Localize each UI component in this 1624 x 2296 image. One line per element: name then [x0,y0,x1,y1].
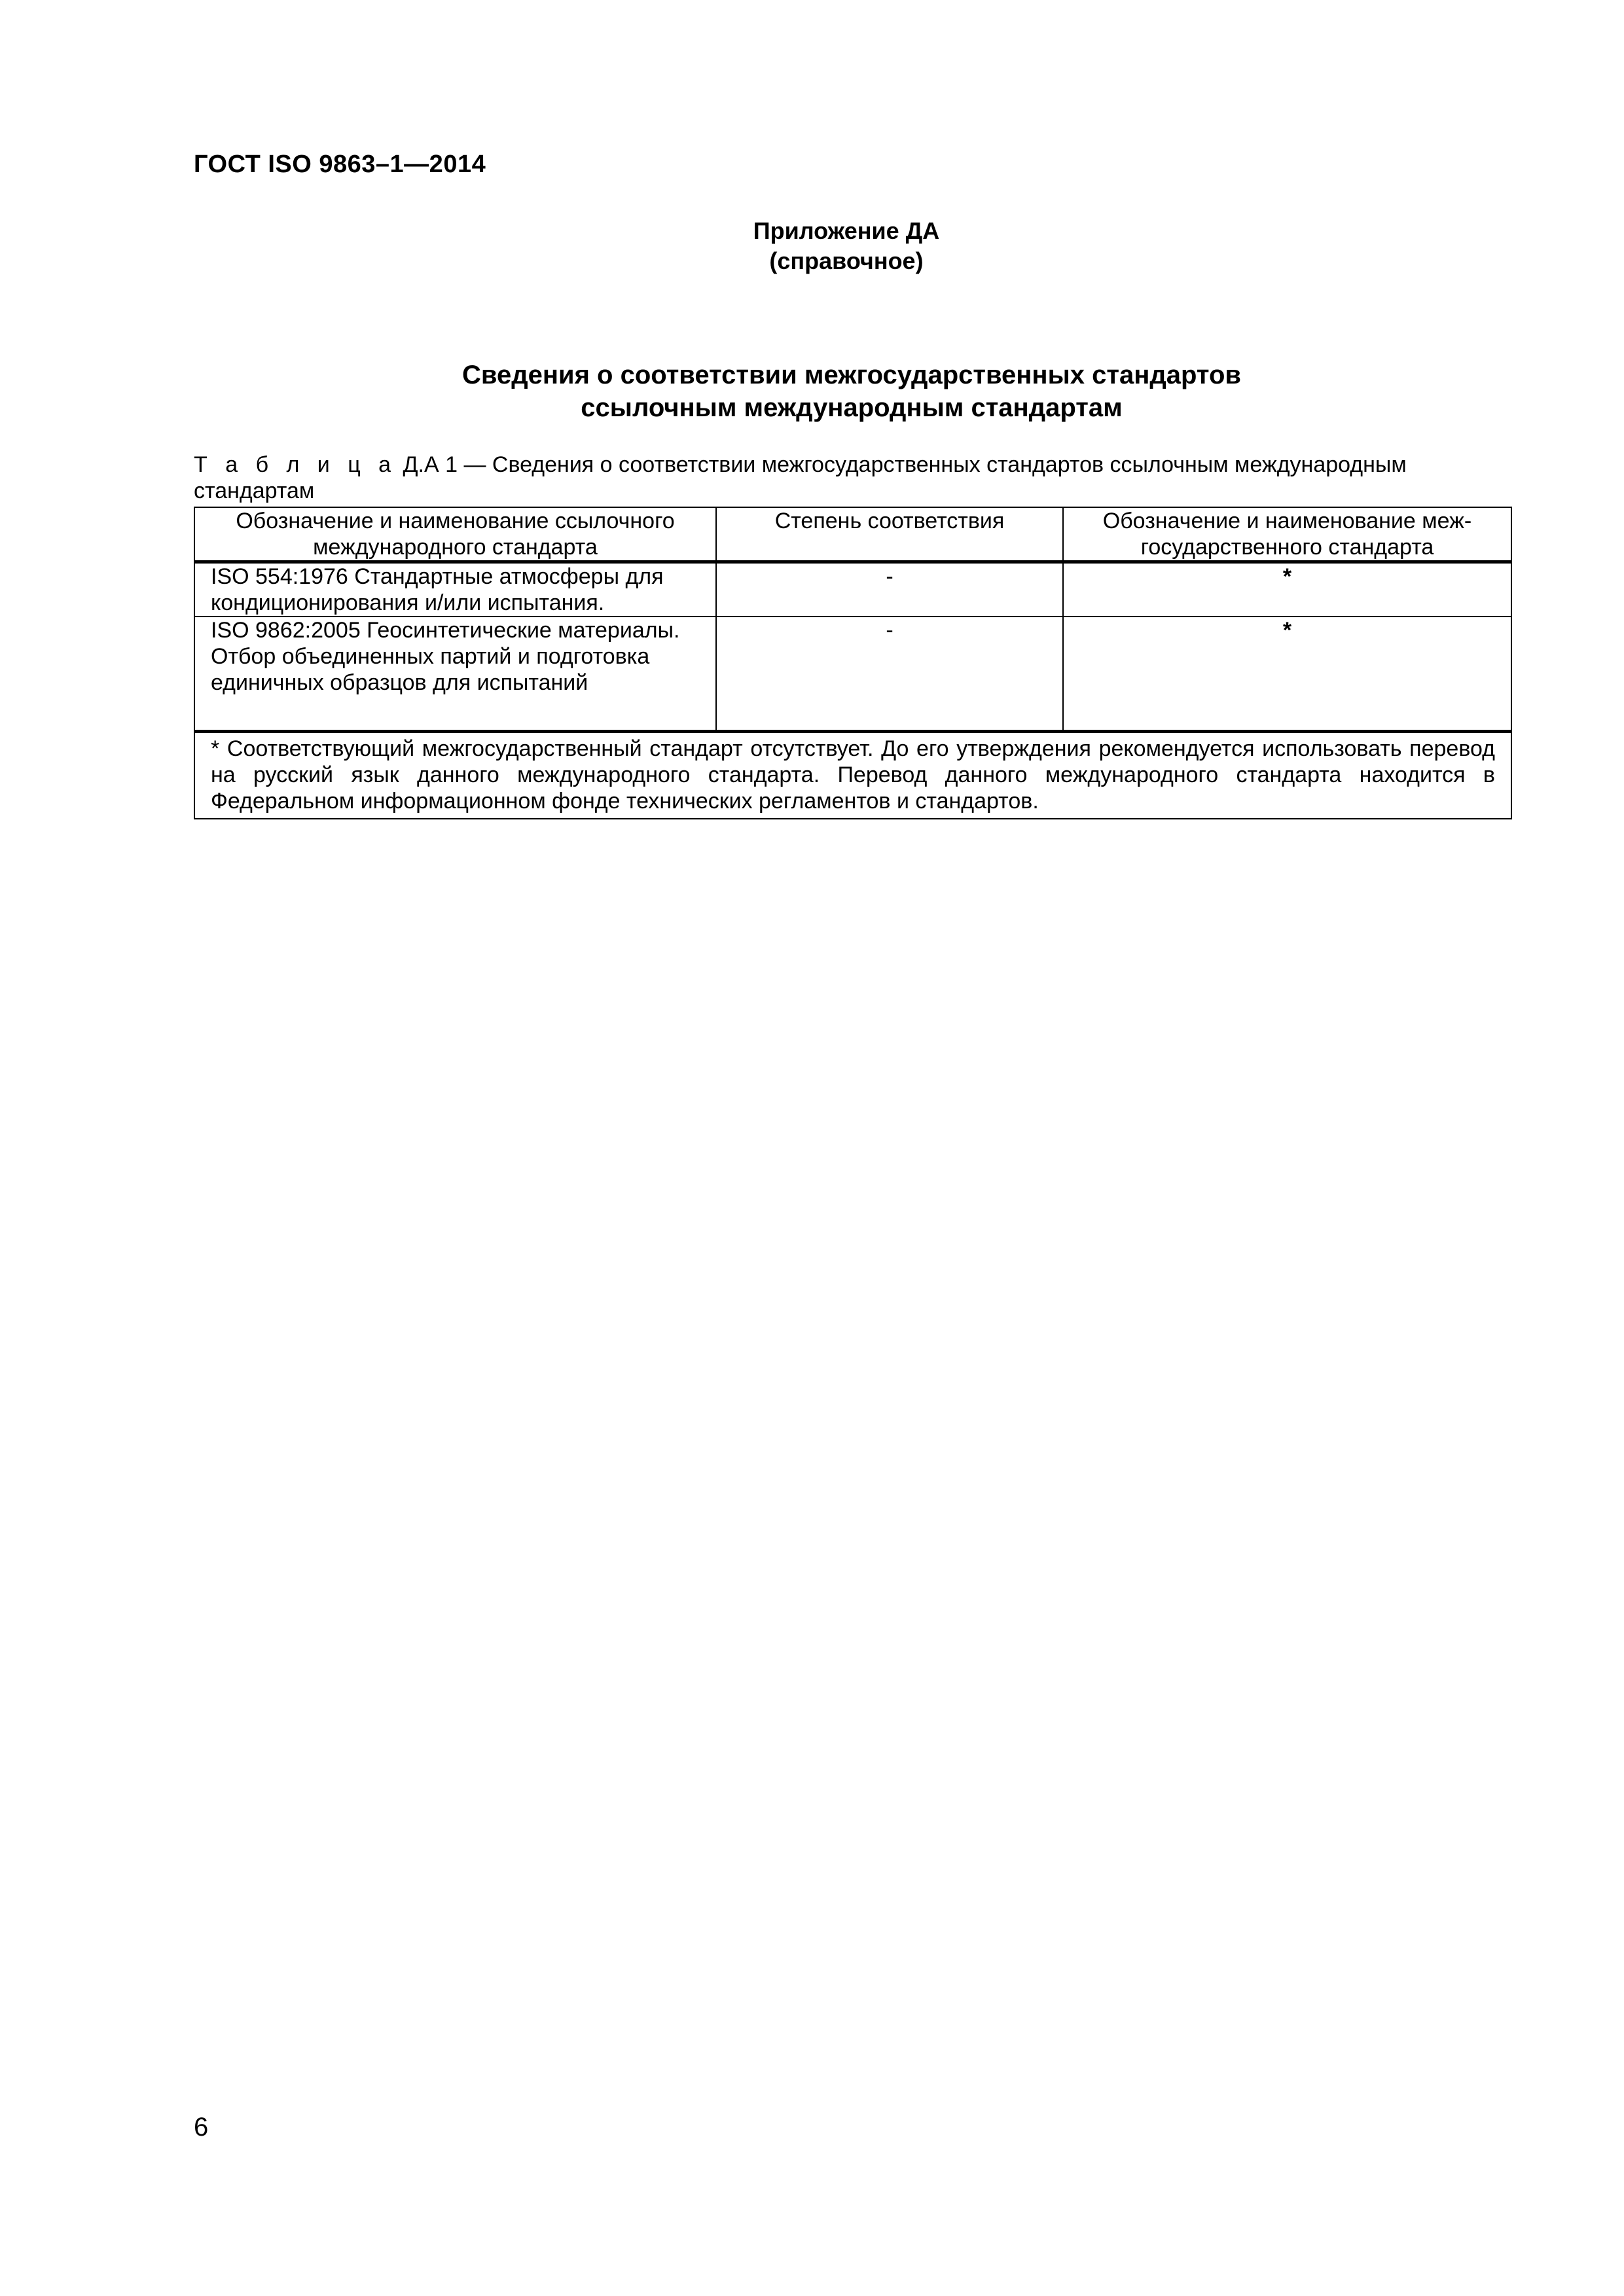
header-reference-standard: Обозначение и наименование ссылочного международного стандарта [194,507,716,562]
table-caption [194,452,1513,504]
interstate-standard-cell [1063,617,1511,732]
reference-standard-cell: ISO 554:1976 Стандартные атмосферы для кондиционирования и/или испытания. [194,562,716,617]
table-footnote: * Соответствующий межгосударственный стандарт отсутствует. До его утверждения рекомендуется использовать перевод на русский язык данного международного стандарта. Перевод данного международного стандарта находится в Федеральном информационном фонде технических регламентов и стандартов. [194,732,1511,819]
section-title [194,359,1509,424]
document-code: ГОСТ ISO 9863–1—2014 [194,151,486,178]
footnote-marker: * [1282,564,1292,589]
footnote-marker: * [1282,618,1292,643]
table-caption-prefix: Т а б л и ц а [194,452,397,477]
compliance-table [194,507,1512,819]
interstate-standard-cell [1063,562,1511,617]
degree-cell: - [716,562,1063,617]
appendix-heading [194,216,1499,276]
degree-cell: - [716,617,1063,732]
table-row [194,617,1511,732]
appendix-title: Приложение ДА [753,217,940,244]
header-degree-of-compliance: Степень соответствия [716,507,1063,562]
table-footnote-row [194,732,1511,819]
table-header-row [194,507,1511,562]
page-number: 6 [194,2113,209,2142]
section-title-line-1: Сведения о соответствии межгосударственных стандартов [462,361,1241,389]
section-title-line-2: ссылочным международным стандартам [581,393,1123,422]
table-row [194,562,1511,617]
appendix-subtitle: (справочное) [769,247,924,274]
reference-standard-cell: ISO 9862:2005 Геосинтетические материалы. Отбор объединенных партий и подготовка единичных образцов для испытаний [194,617,716,732]
header-interstate-standard: Обозначение и наименование меж-государственного стандарта [1063,507,1511,562]
table-caption-text: Д.А 1 — Сведения о соответствии межгосударственных стандартов ссылочным международным стандартам [194,452,1407,503]
